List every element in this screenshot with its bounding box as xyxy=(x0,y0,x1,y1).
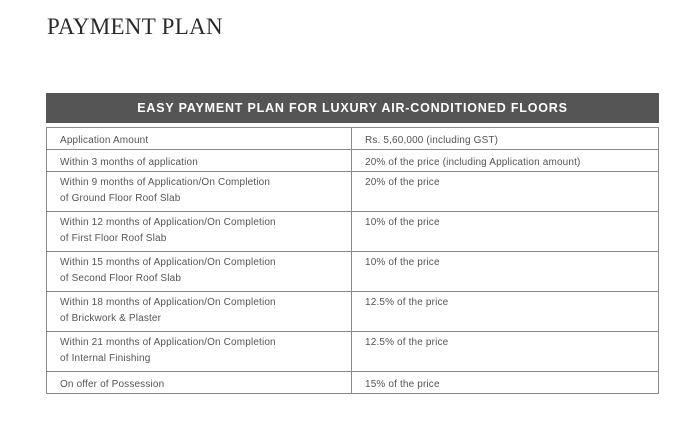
stage-cell xyxy=(47,212,352,252)
payment-cell: 12.5% of the price xyxy=(352,332,659,372)
stage-cell xyxy=(47,150,352,172)
table-row xyxy=(47,150,659,172)
stage-text: Within 3 months of application xyxy=(60,157,198,168)
stage-text: of Second Floor Roof Slab xyxy=(60,273,182,284)
stage-cell xyxy=(47,332,352,372)
stage-cell xyxy=(47,292,352,332)
stage-text: Within 18 months of Application/On Completion xyxy=(60,297,276,308)
stage-text: of Internal Finishing xyxy=(60,353,151,364)
payment-cell: 20% of the price xyxy=(352,172,659,212)
table-row xyxy=(47,252,659,292)
stage-cell xyxy=(47,172,352,212)
table-row xyxy=(47,332,659,372)
table-row xyxy=(47,172,659,212)
stage-text: Within 15 months of Application/On Completion xyxy=(60,257,276,268)
table-row xyxy=(47,128,659,150)
payment-cell: 20% of the price (including Application amount) xyxy=(352,150,659,172)
stage-text: of First Floor Roof Slab xyxy=(60,233,167,244)
stage-text: Within 12 months of Application/On Completion xyxy=(60,217,276,228)
table-row xyxy=(47,212,659,252)
payment-cell: 10% of the price xyxy=(352,212,659,252)
table-header: EASY PAYMENT PLAN FOR LUXURY AIR-CONDITIONED FLOORS xyxy=(47,94,659,123)
stage-text: Within 21 months of Application/On Completion xyxy=(60,337,276,348)
stage-cell xyxy=(47,252,352,292)
stage-text: of Ground Floor Roof Slab xyxy=(60,193,181,204)
payment-cell: 10% of the price xyxy=(352,252,659,292)
stage-text: On offer of Possession xyxy=(60,379,165,390)
stage-cell xyxy=(47,128,352,150)
payment-plan-table xyxy=(46,93,659,394)
table-row xyxy=(47,292,659,332)
page-title: PAYMENT PLAN xyxy=(47,14,223,39)
stage-text: Application Amount xyxy=(60,135,149,146)
payment-cell: Rs. 5,60,000 (including GST) xyxy=(352,128,659,150)
payment-cell: 12.5% of the price xyxy=(352,292,659,332)
table-row xyxy=(47,372,659,394)
table-header-row xyxy=(47,94,659,123)
stage-cell xyxy=(47,372,352,394)
payment-cell: 15% of the price xyxy=(352,372,659,394)
stage-text: Within 9 months of Application/On Completion xyxy=(60,177,271,188)
stage-text: of Brickwork & Plaster xyxy=(60,313,162,324)
